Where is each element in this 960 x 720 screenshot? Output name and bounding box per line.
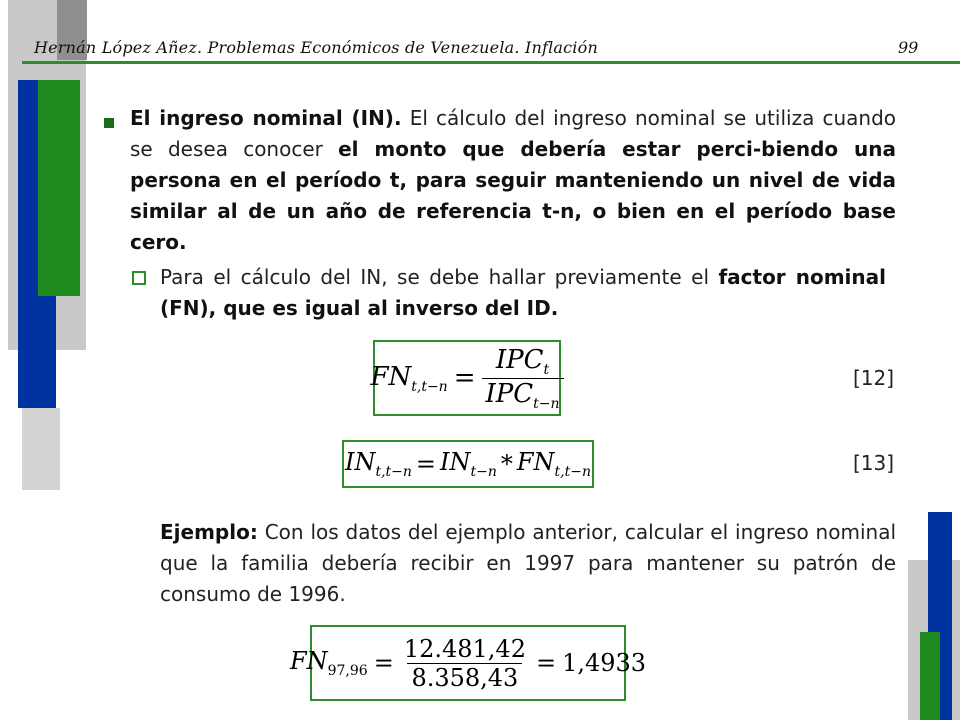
header-title: Hernán López Añez. Problemas Económicos de Venezuela. Inflación <box>34 38 598 57</box>
equation-12: $FN_{t,t-n}$ = $\frac{IPC_t}{IPC_{t-n}}$ <box>370 345 563 412</box>
header-rule <box>22 61 960 64</box>
subpoint-text: Para el cálculo del IN, se debe hallar previamente el <box>160 265 719 289</box>
equation-12-label: [12] <box>853 366 895 390</box>
page-number: 99 <box>898 38 919 57</box>
hollow-square-bullet-icon <box>132 271 146 285</box>
equation-example-result: 1,4933 <box>562 649 647 677</box>
section-lead-text: El cálculo del ingreso nominal se utiliza cuando se desea conocer <box>130 106 896 161</box>
subpoint-factor-nominal <box>160 262 886 324</box>
deco-green-block-left <box>38 80 80 296</box>
deco-light-gray-block-left <box>22 408 60 490</box>
section-emphasis: el monto que debería estar perci-biendo una persona en el período t, para seguir manteniendo un nivel de vida similar al de un año de referencia t-n, o bien en el período base cero. <box>130 137 896 254</box>
equation-12-box <box>370 340 561 416</box>
equation-12-fraction: $\frac{IPC_t}{IPC_{t-n}}$ <box>482 345 564 412</box>
square-bullet-icon <box>104 118 114 128</box>
equation-13-box <box>342 440 594 488</box>
section-lead-bold: El ingreso nominal (IN). <box>130 106 402 130</box>
equation-13-label: [13] <box>853 451 895 475</box>
section-ingreso-nominal <box>130 103 896 258</box>
equation-example-box <box>289 625 647 701</box>
equation-13: $IN_{t,t-n}$ = $IN_{t-n}$ * $FN_{t,t-n}$ <box>344 448 591 480</box>
subpoint-bold: factor nominal (FN), que es igual al inverso del ID. <box>160 265 886 320</box>
example-paragraph <box>160 517 896 610</box>
equation-example: $FN_{97,96}$ = $\frac{12.481,42}{8.358,43}$ = 1,4933 <box>289 634 647 692</box>
equation-example-fraction: $\frac{12.481,42}{8.358,43}$ <box>403 634 526 692</box>
deco-green-block-right <box>920 632 940 720</box>
example-text: Con los datos del ejemplo anterior, calcular el ingreso nominal que la familia debería recibir en 1997 para mantener su patrón de consumo de 1996. <box>160 520 896 606</box>
example-label: Ejemplo: <box>160 520 258 544</box>
